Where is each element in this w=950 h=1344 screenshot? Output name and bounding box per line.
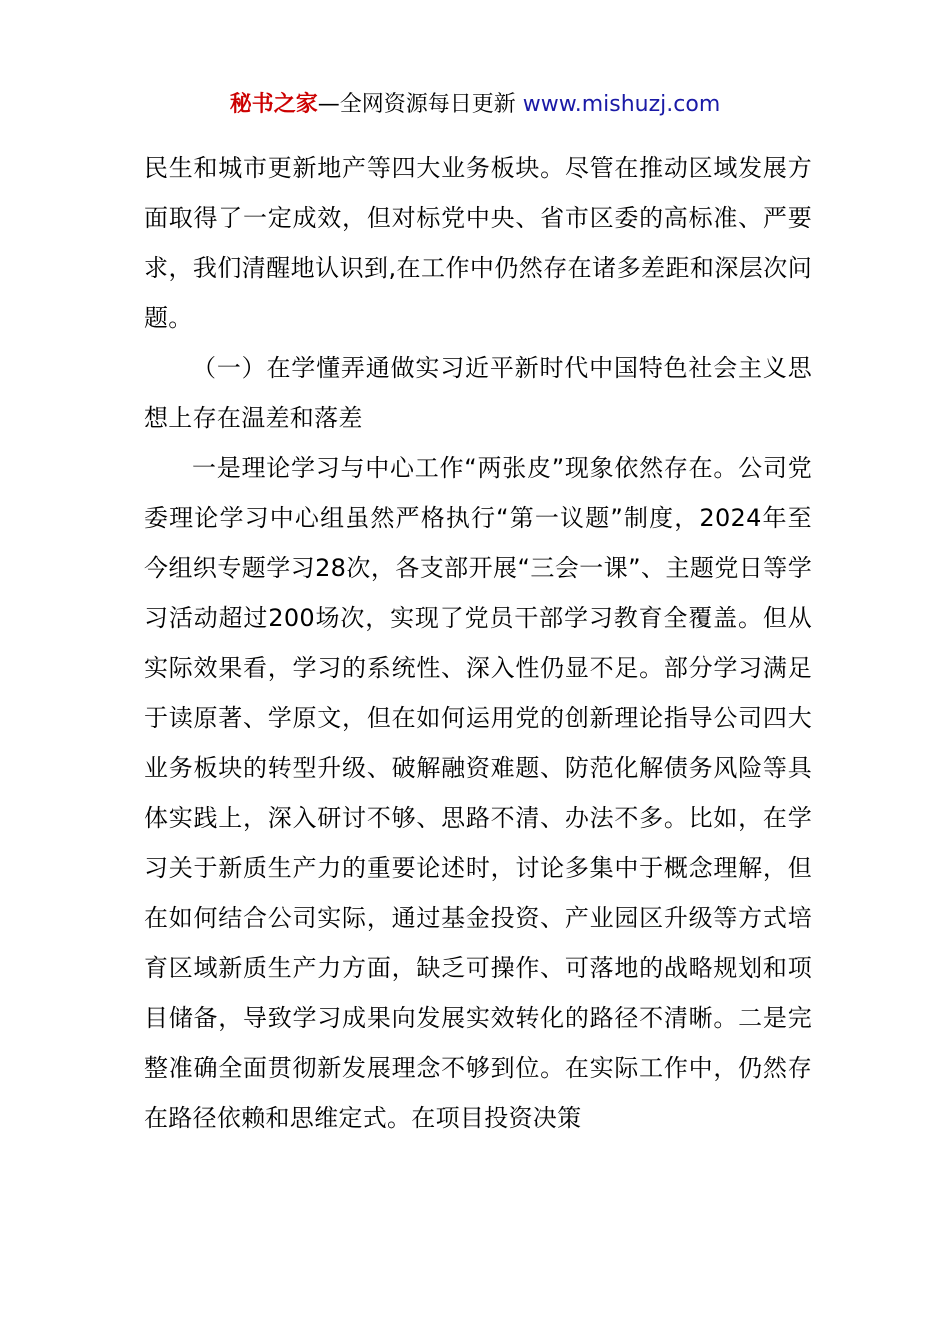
body-paragraph: 民生和城市更新地产等四大业务板块。尽管在推动区域发展方面取得了一定成效，但对标党中央、省市区委的高标准、严要求，我们清醒地认识到,在工作中仍然存在诸多差距和深层次问题。: [144, 154, 812, 332]
brand-name: 秘书之家: [229, 92, 318, 117]
site-header: [0, 88, 950, 122]
site-url-link[interactable]: www.mishuzj.com: [522, 92, 721, 117]
section-heading: （一）在学懂弄通做实习近平新时代中国特色社会主义思想上存在温差和落差: [144, 354, 812, 432]
document-body: [144, 143, 812, 1143]
body-paragraph: 一是理论学习与中心工作“两张皮”现象依然存在。公司党委理论学习中心组虽然严格执行“第一议题”制度，2024年至今组织专题学习28次，各支部开展“三会一课”、主题党日等学习活动超过200场次，实现了党员干部学习教育全覆盖。但从实际效果看，学习的系统性、深入性仍显不足。部分学习满足于读原著、学原文，但在如何运用党的创新理论指导公司四大业务板块的转型升级、破解融资难题、防范化解债务风险等具体实践上，深入研讨不够、思路不清、办法不多。比如，在学习关于新质生产力的重要论述时，讨论多集中于概念理解，但在如何结合公司实际，通过基金投资、产业园区升级等方式培育区域新质生产力方面，缺乏可操作、可落地的战略规划和项目储备，导致学习成果向发展实效转化的路径不清晰。二是完整准确全面贯彻新发展理念不够到位。在实际工作中，仍然存在路径依赖和思维定式。在项目投资决策: [144, 454, 812, 1132]
header-tagline: —全网资源每日更新: [317, 92, 523, 117]
